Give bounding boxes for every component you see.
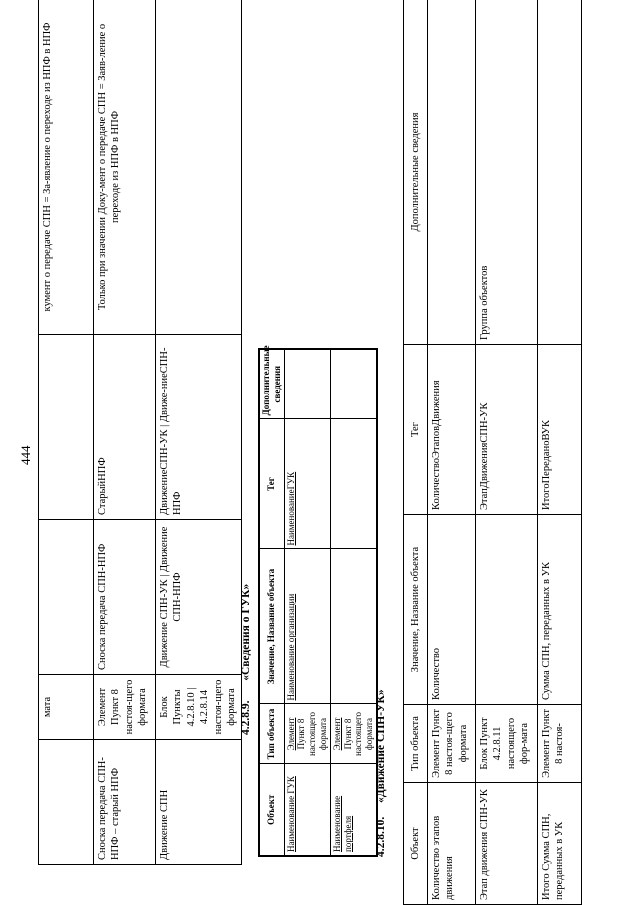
header-value: Значение, Название объекта	[404, 515, 428, 705]
cell-type-element: Элемент	[285, 717, 296, 751]
cell-extra: Только при значении Доку-мент о передаче СПН = Заяв-ление о переходе из НПФ в НПФ	[94, 0, 156, 335]
cell-extra: кумент о передаче СПН = За-явление о переходе из НПФ в НПФ	[39, 0, 94, 335]
table-row	[94, 0, 156, 865]
cell-extra	[284, 349, 330, 419]
cell-value	[330, 549, 377, 704]
header-object: Объект	[259, 764, 284, 856]
cell-extra	[330, 349, 377, 419]
cell-tag: ДвижениеСПН-УК | Движе-ниеСПН-НПФ	[156, 335, 242, 520]
table-row	[330, 349, 377, 856]
cell-tag: НаименованиеГУК	[284, 419, 330, 549]
cell-object: Этап движения СПН-УК	[476, 783, 538, 905]
cell-value: Движение СПН-УК | Движение СПН-НПФ	[156, 520, 242, 675]
cell-extra	[156, 0, 242, 335]
cell-object: Итого Сумма СПН, переданных в УК	[538, 783, 582, 905]
cell-extra	[538, 0, 582, 345]
header-tag: Тег	[404, 345, 428, 515]
cell-object: Сноска передача СПН-НПФ – старый НПФ	[94, 740, 156, 865]
table-row	[156, 0, 242, 865]
cell-type: Элемент Пункт 8 настоя-щего формата	[428, 705, 476, 783]
section-title: «Движение СПН-УК»	[375, 689, 387, 803]
cell-object: Наименование портфеля	[330, 764, 377, 856]
cell-object	[39, 740, 94, 865]
table-row	[284, 349, 330, 856]
cell-extra	[428, 0, 476, 345]
cell-extra: Группа объектов	[476, 0, 538, 345]
cell-tag: ИтогоПереданоВУК	[538, 345, 582, 515]
cell-type: Блок Пункт 4.2.8.11 настоящего фор-мата	[476, 705, 538, 783]
page-number: 444	[18, 445, 33, 465]
cell-tag	[39, 335, 94, 520]
cell-tag: СтарыйНПФ	[94, 335, 156, 520]
cell-type-element: Элемент	[331, 717, 342, 751]
cell-type-rest: Пункт 8 настоящего формата	[342, 712, 375, 756]
cell-type: Элемент Пункт 8 настоя-	[538, 705, 582, 783]
section-heading-spn-uk	[375, 689, 387, 857]
header-extra: Дополнительные сведения	[259, 349, 284, 419]
cell-value	[476, 515, 538, 705]
table-header-row	[259, 349, 284, 856]
gyk-table	[258, 345, 378, 857]
cell-type-rest: Пункт 8 настоящего формата	[296, 712, 328, 756]
cell-type: Блок Пункты 4.2.8.10 | 4.2.8.14 настоя-щего формата	[156, 675, 242, 740]
section-title: «Сведения о ГУК»	[240, 583, 252, 681]
table-row	[538, 0, 582, 905]
section-number: 4.2.8.9.	[240, 700, 252, 735]
cell-type	[330, 704, 377, 764]
header-type: Тип объекта	[404, 705, 428, 783]
cell-value: Количество	[428, 515, 476, 705]
table-row	[39, 0, 94, 865]
cell-value: Наименование организации	[284, 549, 330, 704]
section-number: 4.2.8.10.	[375, 816, 387, 857]
header-tag: Тег	[259, 419, 284, 549]
cell-tag	[330, 419, 377, 549]
cell-object: Движение СПН	[156, 740, 242, 865]
header-extra: Дополнительные сведения	[404, 0, 428, 345]
cell-object: Количество этапов движения	[428, 783, 476, 905]
header-type: Тип объекта	[259, 704, 284, 764]
header-value: Значение, Название объекта	[259, 549, 284, 704]
table-header-row	[404, 0, 428, 905]
cell-type: мата	[39, 675, 94, 740]
spn-uk-table	[403, 0, 582, 905]
cell-value: Сумма СПН, переданных в УК	[538, 515, 582, 705]
cell-value	[39, 520, 94, 675]
cell-value: Сноска передача СПН-НПФ	[94, 520, 156, 675]
cell-object: Наименование ГУК	[284, 764, 330, 856]
cell-type: Элемент Пункт 8 настоя-щего формата	[94, 675, 156, 740]
cell-tag: ЭтапДвиженияСПН-УК	[476, 345, 538, 515]
cell-tag: КоличествоЭтаповДвижения	[428, 345, 476, 515]
cell-type	[284, 704, 330, 764]
table-row	[476, 0, 538, 905]
table-row	[428, 0, 476, 905]
section-heading-gyk	[240, 584, 252, 735]
continuation-table	[38, 0, 242, 865]
header-object: Объект	[404, 783, 428, 905]
